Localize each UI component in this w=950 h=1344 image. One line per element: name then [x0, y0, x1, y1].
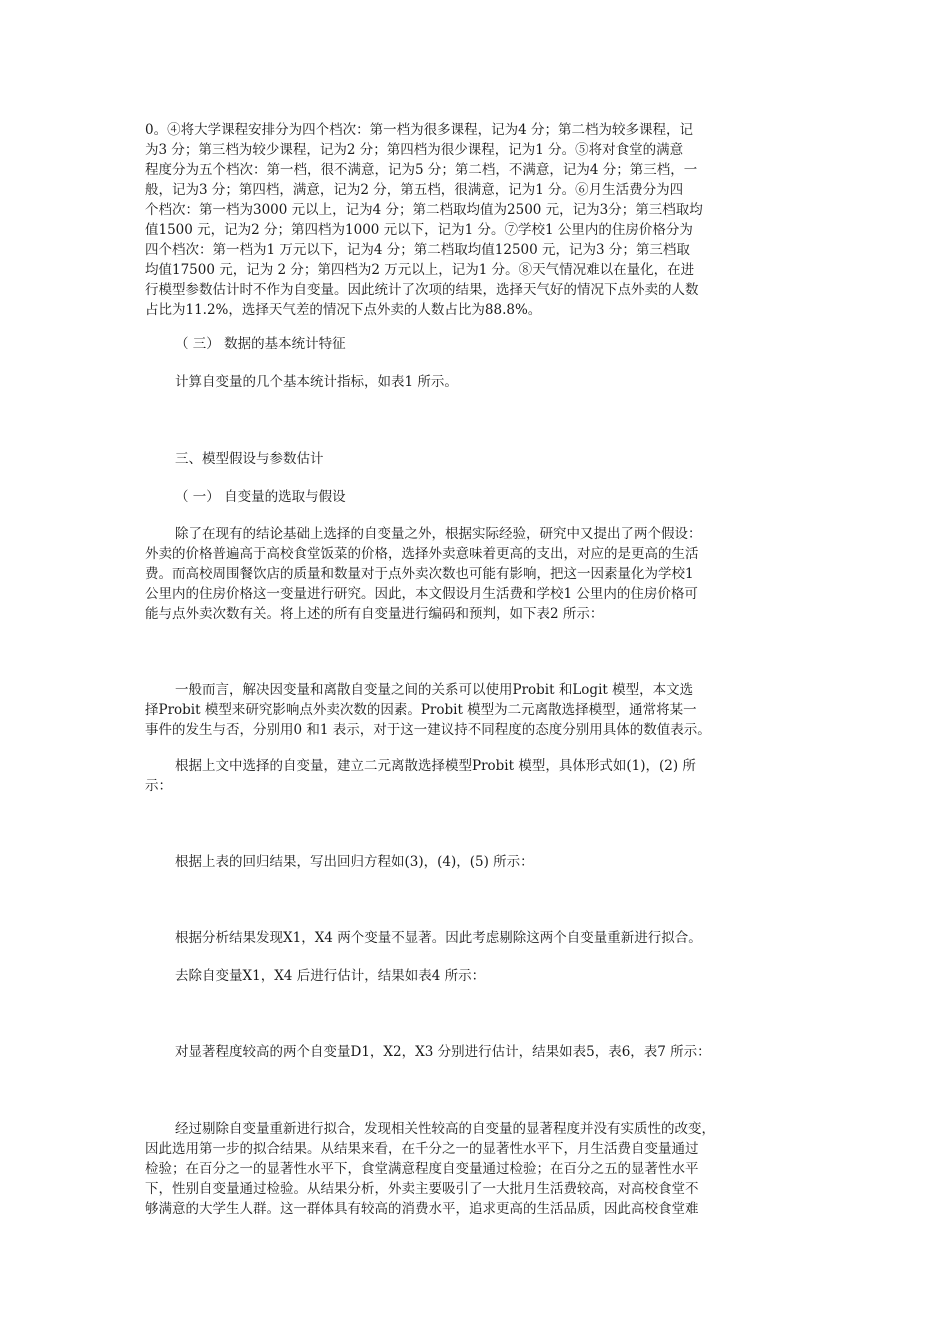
- paragraph-table1-intro: 计算自变量的几个基本统计指标，如表1 所示。: [175, 374, 458, 390]
- paragraph-table567-intro: 对显著程度较高的两个自变量D1，X2，X3 分别进行估计，结果如表5，表6，表7 所示：: [175, 1044, 711, 1060]
- section-heading-variable-selection: （ 一） 自变量的选取与假设: [175, 489, 346, 505]
- paragraph-hypotheses: 除了在现有的结论基础上选择的自变量之外，根据实际经验，研究中又提出了两个假设： 外卖的价格普遍高于高校食堂饭菜的价格，选择外卖意味着更高的支出，对应的是更高的生活 费。而高校周围餐饮店的质量和数量对于点外卖次数也可能有影响，把这一因素量化为学校1 公里内的住房价格这一变量进行研究。因此，本文假设月生活费和学校1 公里内的住房价格可 能与点外卖次数有关。将上述的所有自变量进行编码和预判，如下表2 所示：: [145, 526, 702, 622]
- section-heading-statistics: （ 三） 数据的基本统计特征: [175, 336, 346, 352]
- paragraph-variable-coding: 0。④将大学课程安排分为四个档次：第一档为很多课程，记为4 分；第二档为较多课程，记 为3 分；第三档为较少课程，记为2 分；第四档为很少课程，记为1 分。⑤将对食堂的满意 程度分为五个档次：第一档，很不满意，记为5 分；第二档，不满意，记为4 分；第三档，一 般，记为3 分；第四档，满意，记为2 分，第五档，很满意，记为1 分。⑥月生活费分为四 个档次：第一档为3000 元以上，记为4 分；第二档取均值为2500 元，记为3分；第三档取均 值1500 元，记为2 分；第四档为1000 元以下，记为1 分。⑦学校1 公里内的住房价格分为 四个档次：第一档为1 万元以下，记为4 分；第二档取均值12500 元，记为3 分；第三档取 均值17500 元，记为 2 分；第四档为2 万元以上，记为1 分。⑧天气情况难以在量化，在进 行模型参数估计时不作为自变量。因此统计了次项的结果，选择天气好的情况下点外卖的人数 占比为11.2%，选择天气差的情况下点外卖的人数占比为88.8%。: [145, 122, 703, 318]
- paragraph-table4-intro: 去除自变量X1，X4 后进行估计，结果如表4 所示：: [175, 968, 486, 984]
- section-heading-model: 三、模型假设与参数估计: [175, 451, 324, 467]
- paragraph-probit-intro: 一般而言，解决因变量和离散自变量之间的关系可以使用Probit 和Logit 模型，本文选 择Probit 模型来研究影响点外卖次数的因素。Probit 模型为二元离散选择模型，通常将某一 事件的发生与否，分别用0 和1 表示，对于这一建议持不同程度的态度分别用具体的数值表示。: [145, 682, 711, 738]
- paragraph-results-analysis: 经过剔除自变量重新进行拟合，发现相关性较高的自变量的显著程度并没有实质性的改变， 因此选用第一步的拟合结果。从结果来看，在千分之一的显著性水平下，月生活费自变量通过 检验；在百分之一的显著性水平下，食堂满意程度自变量通过检验；在百分之五的显著性水平 下，性别自变量通过检验。从结果分析，外卖主要吸引了一大批月生活费较高，对高校食堂不 够满意的大学生人群。这一群体具有较高的消费水平，追求更高的生活品质，因此高校食堂难: [145, 1121, 715, 1217]
- paragraph-regression-equations: 根据上表的回归结果，写出回归方程如(3)，(4)，(5) 所示：: [175, 854, 534, 870]
- paragraph-insignificant-vars: 根据分析结果发现X1，X4 两个变量不显著。因此考虑剔除这两个自变量重新进行拟合。: [175, 930, 702, 946]
- paragraph-model-form: 根据上文中选择的自变量，建立二元离散选择模型Probit 模型，具体形式如(1)，(2) 所 示：: [145, 758, 696, 794]
